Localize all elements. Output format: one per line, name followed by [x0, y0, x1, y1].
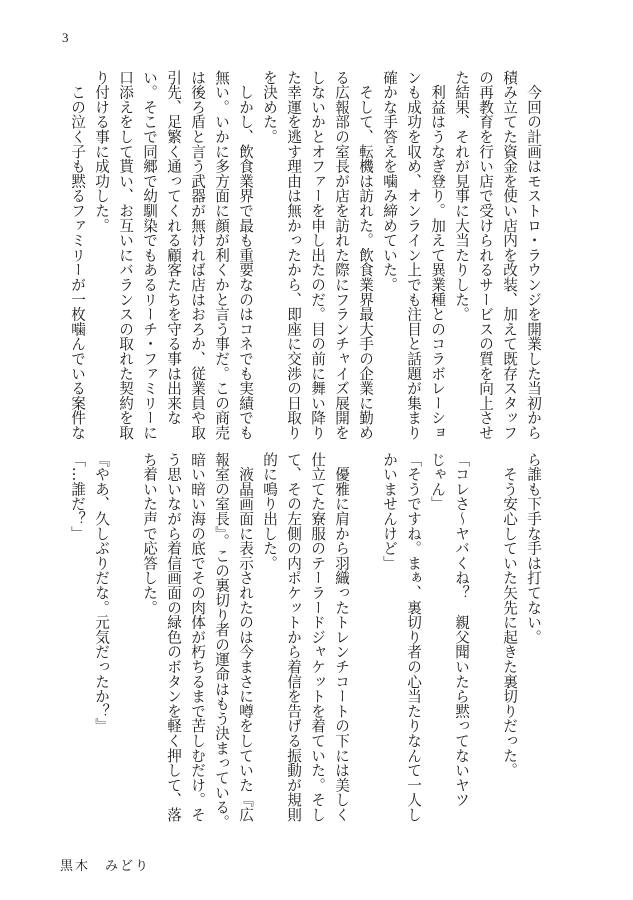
text-line: ンも成功を収め、オンライン上でも注目と話題が集まり: [405, 70, 422, 440]
text-line: [353, 452, 377, 797]
text-line: 報室の室長』。この裏切り者の運命はもう決まっている。: [213, 452, 230, 830]
author-name: 黒木 みどり: [60, 859, 151, 874]
text-line: [113, 452, 137, 797]
text-line: しないかとオファーを申し出たのだ。目の前に舞い降り: [309, 70, 326, 440]
text-line: 「そうですね。まぁ、裏切り者の心当たりなんて一人し: [405, 452, 422, 822]
text-line: た幸運を逃す理由は無かったから、即座に交渉の日取り: [285, 70, 302, 440]
text-line: 積み立てた資金を使い店内を改装、加えて既存スタッフ: [501, 70, 518, 440]
text-block-top: [65, 70, 545, 440]
text-line: 今回の計画はモストロ・ラウンジを開業した当初から: [525, 70, 542, 440]
text-line: 『やあ、久しぶりだな。元気だったか？』: [93, 452, 110, 734]
text-line: 利益はうなぎ登り。加えて異業種とのコラボレーショ: [429, 70, 446, 440]
page-number: 3: [62, 30, 69, 45]
text-line: 確かな手答えを噛み締めていた。: [381, 70, 398, 292]
text-line: う思いながら着信画面の緑色のボタンを軽く押して、落: [165, 452, 182, 822]
text-line: この泣く子も黙るファミリーが一枚噛んでいる案件な: [69, 70, 86, 440]
text-line: じゃん」: [429, 452, 446, 512]
text-line: は後ろ盾と言う武器が無ければ店はおろか、従業員や取: [189, 70, 206, 440]
text-line: る広報部の室長が店を訪れた際にフランチャイズ展開を: [333, 70, 350, 440]
text-line: ら誰も下手な手は打てない。: [525, 452, 542, 645]
text-line: ち着いた声で応答した。: [141, 452, 158, 615]
text-line: しかし、飲食業界で最も重要なのはコネでも実績でも: [237, 70, 254, 440]
text-line: 的に鳴り出した。: [261, 452, 278, 571]
text-line: の再教育を行い店で受けられるサービスの質を向上させ: [477, 70, 494, 440]
text-line: 無い。いかに多方面に顔が利くかと言う事だ。この商売: [213, 70, 230, 440]
text-line: 液晶画面に表示されたのは今まさに噂をしていた『広: [237, 452, 254, 822]
text-line: 「…誰だ？」: [69, 452, 86, 541]
text-line: 引先、足繁く通ってくれる顧客たちを守る事は出来な: [165, 70, 182, 426]
text-line: 暗い暗い海の底でその肉体が朽ちるまで苦しむだけ。そ: [189, 452, 206, 822]
text-line: かいませんけど」: [381, 452, 398, 571]
text-block-bottom: [65, 452, 545, 830]
text-line: を決めた。: [261, 70, 278, 144]
text-line: [473, 452, 497, 797]
text-line: い。そこで同郷で幼馴染でもあるリーチ・ファミリーに: [141, 70, 158, 440]
text-line: 「コレさ〜ヤバくね？ 親父聞いたら黙ってないヤツ: [453, 452, 470, 808]
text-line: て、その左側の内ポケットから着信を告げる振動が規則: [285, 452, 302, 822]
text-line: そう安心していた矢先に起きた裏切りだった。: [501, 452, 518, 778]
text-line: り付ける事に成功した。: [93, 70, 110, 233]
text-line: 優雅に肩から羽織ったトレンチコートの下には美しく: [333, 452, 350, 822]
text-line: 口添えをして貰い、お互いにバランスの取れた契約を取: [117, 70, 134, 440]
text-line: そして、転機は訪れた。飲食業界最大手の企業に勤め: [357, 70, 374, 440]
text-line: た結果、それが見事に大当たりした。: [453, 70, 470, 322]
text-line: 仕立てた寮服のテーラードジャケットを着ていた。そし: [309, 452, 326, 822]
